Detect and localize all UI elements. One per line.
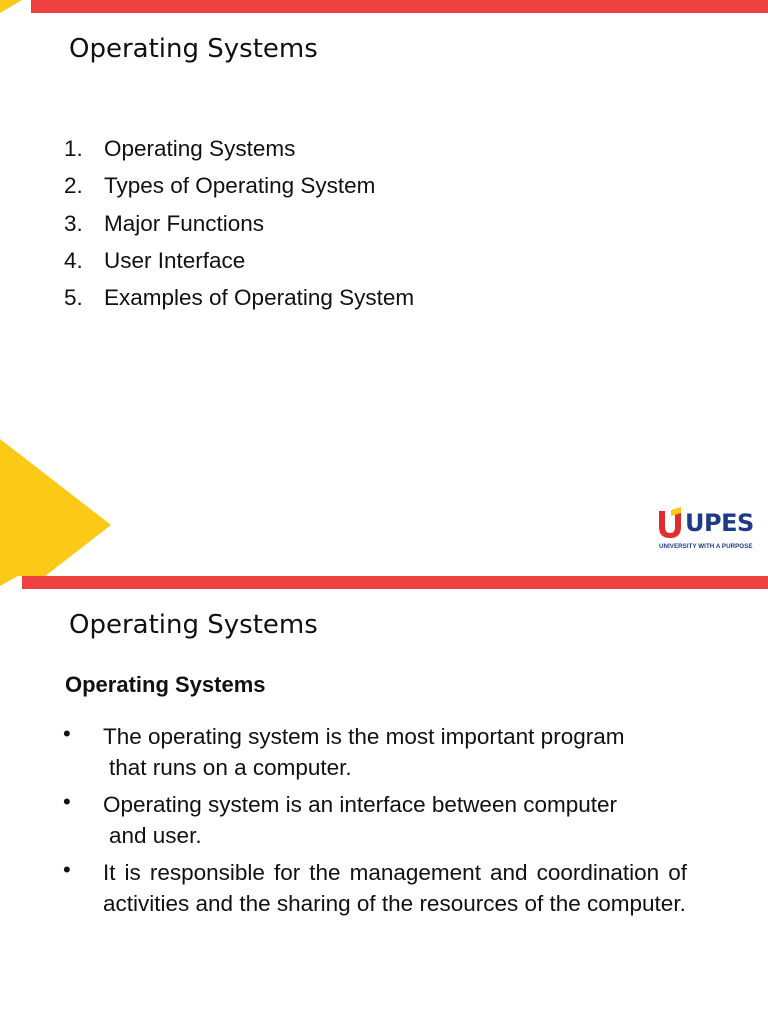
slide-title: Operating Systems — [69, 610, 318, 640]
agenda-number: 2. — [64, 173, 83, 199]
bullet-text-line: The operating system is the most important program — [103, 724, 625, 749]
bullet-list — [62, 721, 707, 925]
bullet-dot-icon: • — [63, 789, 71, 814]
top-yellow-corner — [0, 576, 18, 586]
bullet-dot-icon: • — [63, 857, 71, 882]
bullet-text-line: Operating system is an interface between computer — [103, 792, 618, 817]
agenda-number: 4. — [64, 247, 83, 273]
agenda-item — [64, 279, 414, 316]
agenda-text: Types of Operating System — [104, 173, 376, 199]
top-yellow-corner — [0, 0, 22, 13]
bullet-text: It is responsible for the management and coordination of activities and the sharing of the resources of the computer. — [103, 860, 687, 916]
upes-logo-mark-icon — [657, 507, 683, 539]
top-accent-bar — [22, 576, 768, 589]
bullet-item — [62, 789, 707, 851]
agenda-number: 5. — [64, 285, 83, 311]
agenda-item — [64, 205, 414, 242]
bullet-dot-icon: • — [63, 721, 71, 746]
bullet-item — [62, 721, 707, 783]
bullet-text-line: that runs on a computer. — [109, 755, 352, 780]
slide-title: Operating Systems — [69, 34, 318, 64]
agenda-number: 1. — [64, 136, 83, 161]
logo-wordmark: UPES — [685, 509, 754, 537]
top-accent-bar — [0, 0, 768, 13]
upes-logo — [657, 505, 753, 553]
logo-tagline: UNIVERSITY WITH A PURPOSE — [659, 543, 753, 550]
slide-2 — [0, 576, 768, 1024]
agenda-item — [64, 167, 414, 204]
agenda-item — [64, 242, 414, 279]
agenda-number: 3. — [64, 210, 83, 236]
bullet-text-line: and user. — [109, 823, 202, 848]
yellow-triangle-decoration — [0, 439, 111, 576]
agenda-list — [64, 130, 414, 316]
agenda-text: User Interface — [104, 247, 246, 273]
agenda-item — [64, 130, 414, 167]
agenda-text: Examples of Operating System — [104, 285, 415, 311]
bullet-item — [62, 857, 707, 919]
section-heading: Operating Systems — [65, 672, 266, 697]
agenda-text: Operating Systems — [104, 136, 296, 161]
agenda-text: Major Functions — [104, 210, 265, 236]
